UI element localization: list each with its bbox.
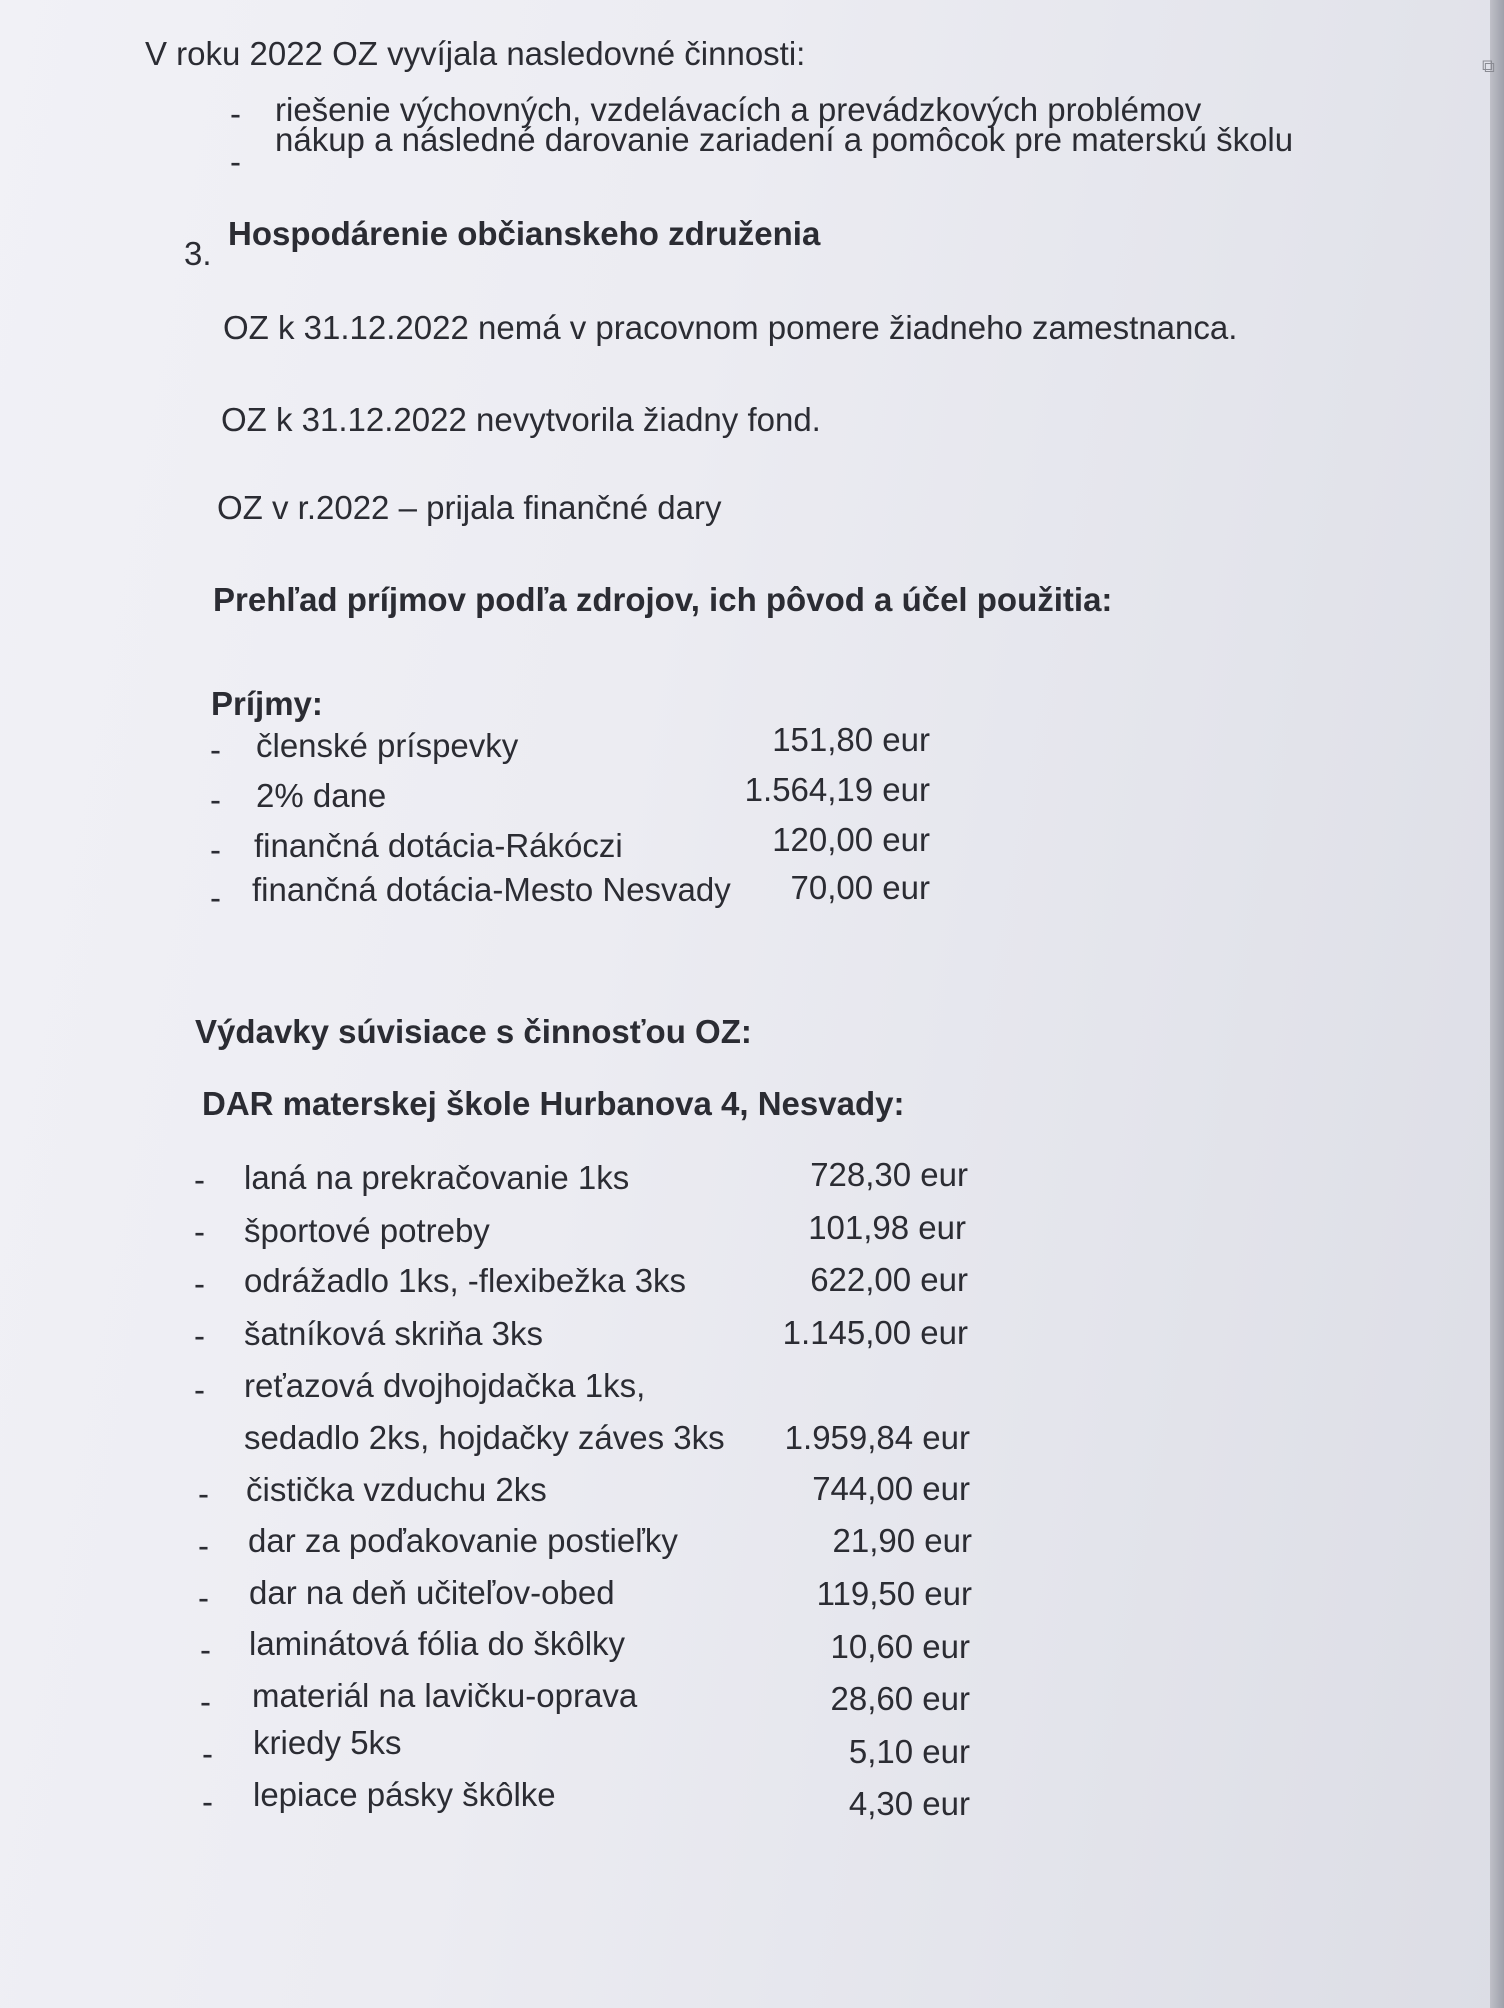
expenses-title: Výdavky súvisiace s činnosťou OZ: (195, 1013, 752, 1050)
bullet-dash: - (198, 1475, 209, 1512)
expense-item-name: dar na deň učiteľov-obed (249, 1574, 615, 1611)
bullet-dash: - (200, 1683, 211, 1720)
bullet-dash: - (200, 1631, 211, 1668)
activity-item: nákup a následné darovanie zariadení a pomôcok pre materskú školu (275, 121, 1294, 158)
expense-item-amount: 744,00 eur (812, 1470, 970, 1507)
expense-item-amount: 21,90 eur (832, 1522, 972, 1559)
expense-item-amount: 5,10 eur (848, 1733, 970, 1770)
binder-clip-icon: ⧉ (1482, 56, 1495, 76)
expense-item-name-continued: sedadlo 2ks, hojdačky záves 3ks (244, 1419, 725, 1456)
expense-item-name: materiál na lavičku-oprava (252, 1677, 638, 1714)
expense-item-name: športové potreby (244, 1212, 490, 1249)
expense-item-name: odrážadlo 1ks, -flexibežka 3ks (244, 1262, 687, 1299)
expense-item-amount: 728,30 eur (810, 1156, 968, 1193)
page-edge-shadow (1490, 0, 1504, 2008)
expense-item-amount: 101,98 eur (808, 1209, 966, 1246)
bullet-dash: - (194, 1265, 205, 1302)
expense-item-name: šatníková skriňa 3ks (244, 1315, 543, 1352)
expense-item-name: dar za poďakovanie postieľky (248, 1522, 678, 1559)
intro-heading: V roku 2022 OZ vyvíjala nasledovné činnosti: (145, 35, 806, 72)
income-item-name: členské príspevky (256, 727, 519, 764)
paragraph: OZ k 31.12.2022 nevytvorila žiadny fond. (221, 401, 821, 438)
expense-item-amount: 28,60 eur (830, 1680, 970, 1717)
bullet-dash: - (202, 1783, 213, 1820)
expense-item-name: laná na prekračovanie 1ks (244, 1159, 630, 1196)
expense-item-name: reťazová dvojhojdačka 1ks, (244, 1367, 646, 1404)
section-number: 3. (184, 235, 212, 272)
income-item-amount: 120,00 eur (772, 821, 930, 858)
expense-item-name: lepiace pásky škôlke (253, 1776, 556, 1813)
bullet-dash: - (194, 1371, 205, 1408)
bullet-dash: - (194, 1161, 205, 1198)
income-item-amount: 70,00 eur (790, 869, 930, 906)
income-item-amount: 151,80 eur (772, 721, 930, 758)
income-overview-title: Prehľad príjmov podľa zdrojov, ich pôvod a účel použitia: (213, 581, 1113, 618)
bullet-dash: - (198, 1527, 209, 1564)
expense-item-amount: 1.959,84 eur (784, 1419, 970, 1456)
income-item-name: 2% dane (256, 777, 387, 814)
paragraph: OZ v r.2022 – prijala finančné dary (217, 489, 722, 526)
bullet-dash: - (210, 831, 221, 868)
expense-item-amount: 119,50 eur (816, 1575, 972, 1612)
income-item-amount: 1.564,19 eur (744, 771, 930, 808)
bullet-dash: - (198, 1579, 209, 1616)
bullet-dash: - (194, 1317, 205, 1354)
paragraph: OZ k 31.12.2022 nemá v pracovnom pomere žiadneho zamestnanca. (223, 309, 1238, 346)
bullet-dash: - (194, 1213, 205, 1250)
bullet-dash: - (202, 1735, 213, 1772)
income-label: Príjmy: (211, 685, 323, 722)
expense-item-name: čistička vzduchu 2ks (246, 1471, 547, 1508)
activity-item: riešenie výchovných, vzdelávacích a prevádzkových problémov (275, 91, 1202, 128)
section-title: Hospodárenie občianskeho združenia (228, 215, 821, 252)
expense-item-amount: 1.145,00 eur (782, 1314, 968, 1351)
income-item-name: finančná dotácia-Mesto Nesvady (252, 871, 731, 908)
bullet-dash: - (210, 731, 221, 768)
expense-item-amount: 622,00 eur (810, 1261, 968, 1298)
expense-item-name: laminátová fólia do škôlky (249, 1625, 626, 1662)
bullet-dash: - (210, 879, 221, 916)
bullet-dash: - (230, 143, 241, 180)
expense-item-name: kriedy 5ks (253, 1724, 402, 1761)
donation-title: DAR materskej škole Hurbanova 4, Nesvady: (202, 1085, 905, 1122)
income-item-name: finančná dotácia-Rákóczi (254, 827, 623, 864)
expense-item-amount: 4,30 eur (848, 1785, 970, 1822)
bullet-dash: - (230, 95, 241, 132)
bullet-dash: - (210, 781, 221, 818)
expense-item-amount: 10,60 eur (830, 1628, 970, 1665)
